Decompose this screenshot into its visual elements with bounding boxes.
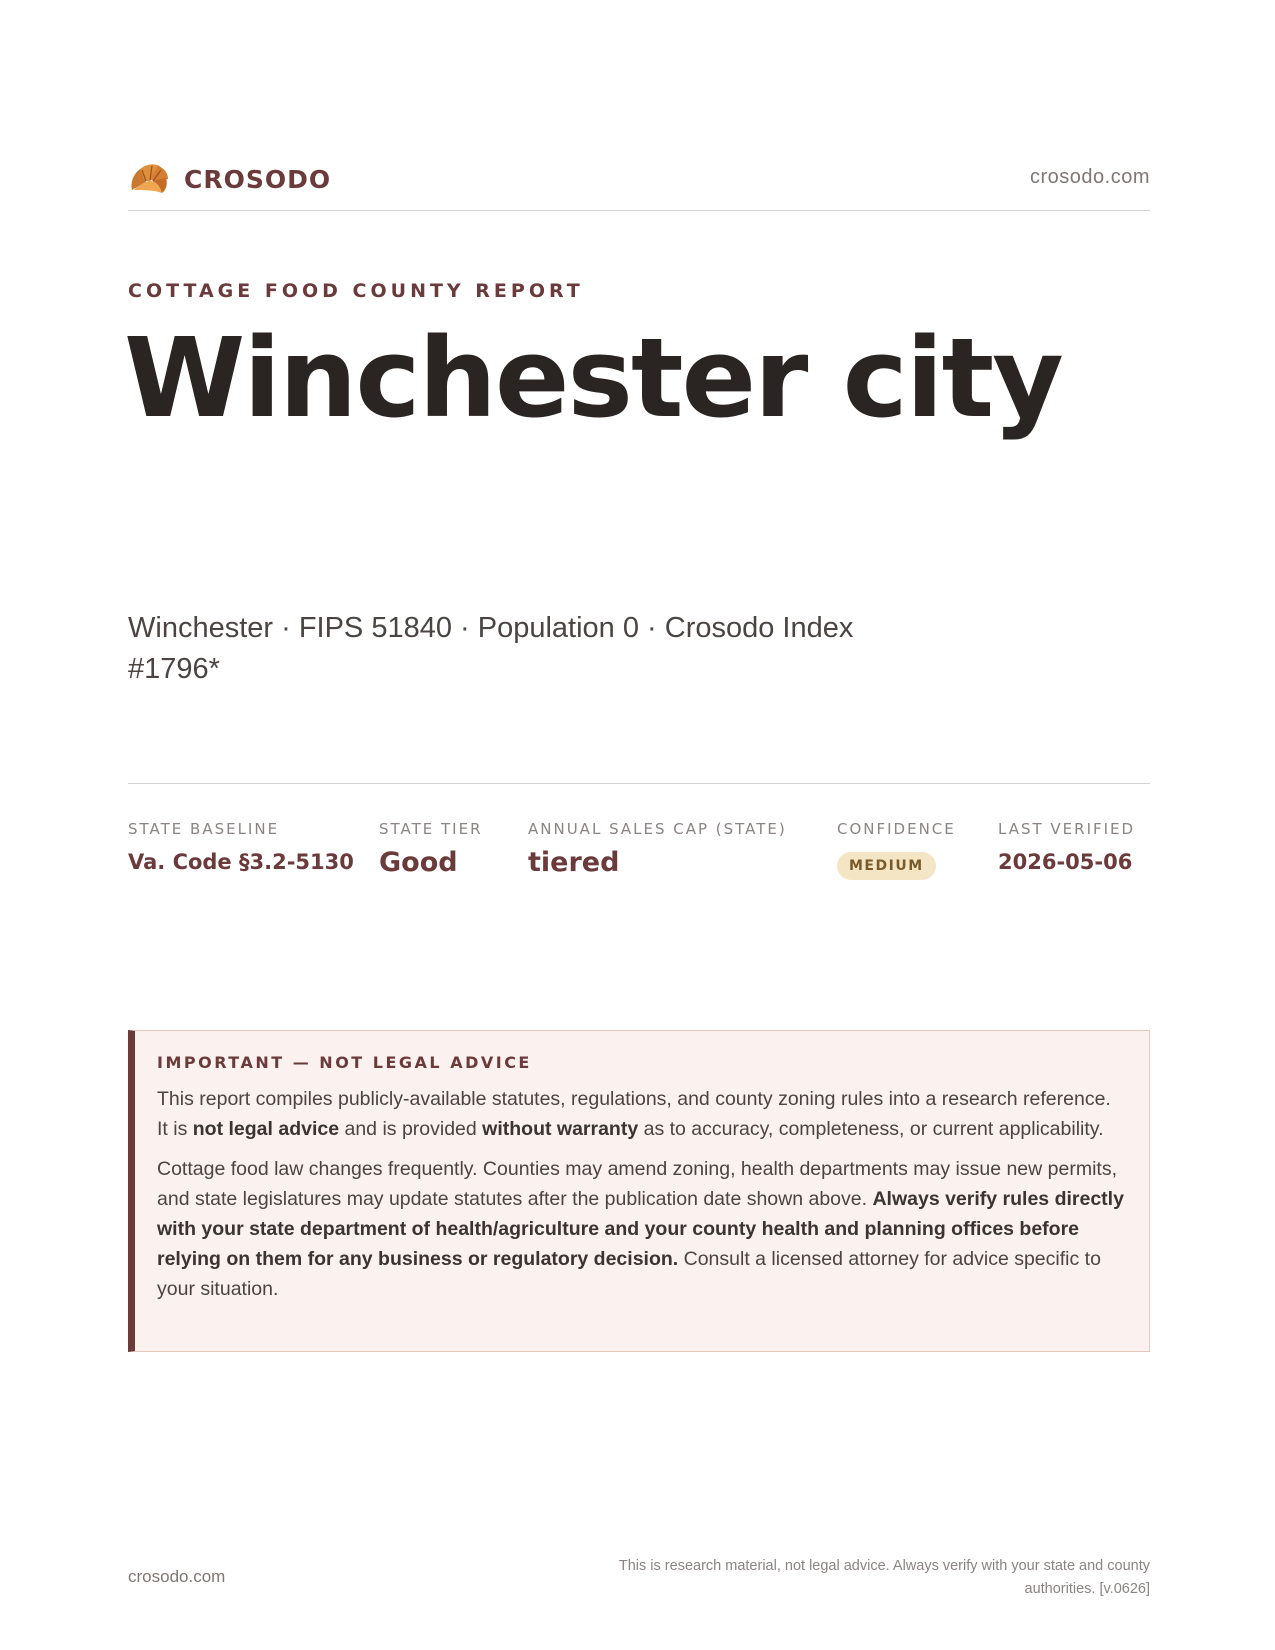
notice-paragraph-1 [157,1084,1125,1144]
report-eyebrow: COTTAGE FOOD COUNTY REPORT [128,280,584,302]
stat-state-tier [379,820,483,878]
notice-paragraph-2 [157,1154,1125,1304]
notice-bold-text: without warranty [482,1118,639,1140]
notice-text: and is provided [339,1118,483,1140]
stat-label: STATE TIER [379,820,483,838]
notice-text: Cottage food law changes frequently. Counties may amend zoning, health departments may issue new permits, and state legislatures may update statutes after the publication date shown above. [157,1158,1117,1210]
legal-notice [128,1030,1150,1352]
footer-url-link[interactable]: crosodo.com [128,1567,226,1586]
page-header [128,158,1150,211]
header-url-link[interactable]: crosodo.com [1030,166,1150,188]
stat-value: 2026-05-06 [998,850,1133,874]
notice-text: as to accuracy, completeness, or current applicability. [638,1118,1104,1140]
notice-bold-text: Always verify rules directly with your state department of health/agriculture and your county health and planning offices before relying on them for any business or regulatory decision. [157,1188,1124,1270]
notice-text: This report compiles publicly-available statutes, regulations, and county zoning rules into a research reference. It is [157,1088,1111,1140]
stat-label: STATE BASELINE [128,820,280,838]
footer-disclaimer: This is research material, not legal advice. Always verify with your state and county authorities. [v.0626] [618,1558,1150,1597]
stats-row [128,783,1150,910]
notice-bold-text: not legal advice [192,1118,340,1140]
stat-value: Va. Code §3.2-5130 [128,850,354,874]
stat-last-verified [998,820,1135,874]
report-subtitle: Winchester · FIPS 51840 · Population 0 · Crosodo Index #1796* [128,612,854,685]
page-title: Winchester city [124,314,1062,442]
stat-value: Good [379,847,458,878]
notice-title: IMPORTANT — NOT LEGAL ADVICE [157,1053,532,1072]
stat-label: LAST VERIFIED [998,820,1136,838]
confidence-badge: MEDIUM [837,852,936,880]
brand[interactable] [128,160,331,198]
brand-name: CROSODO [184,164,332,194]
croissant-icon [128,160,170,198]
stat-state-baseline [128,820,354,874]
stat-annual-sales-cap [528,820,787,878]
notice-text: Consult a licensed attorney for advice specific to your situation. [157,1248,1101,1300]
stat-confidence [837,820,956,880]
stat-value: tiered [528,847,620,878]
stat-label: ANNUAL SALES CAP (STATE) [528,820,787,838]
stat-label: CONFIDENCE [837,820,956,838]
